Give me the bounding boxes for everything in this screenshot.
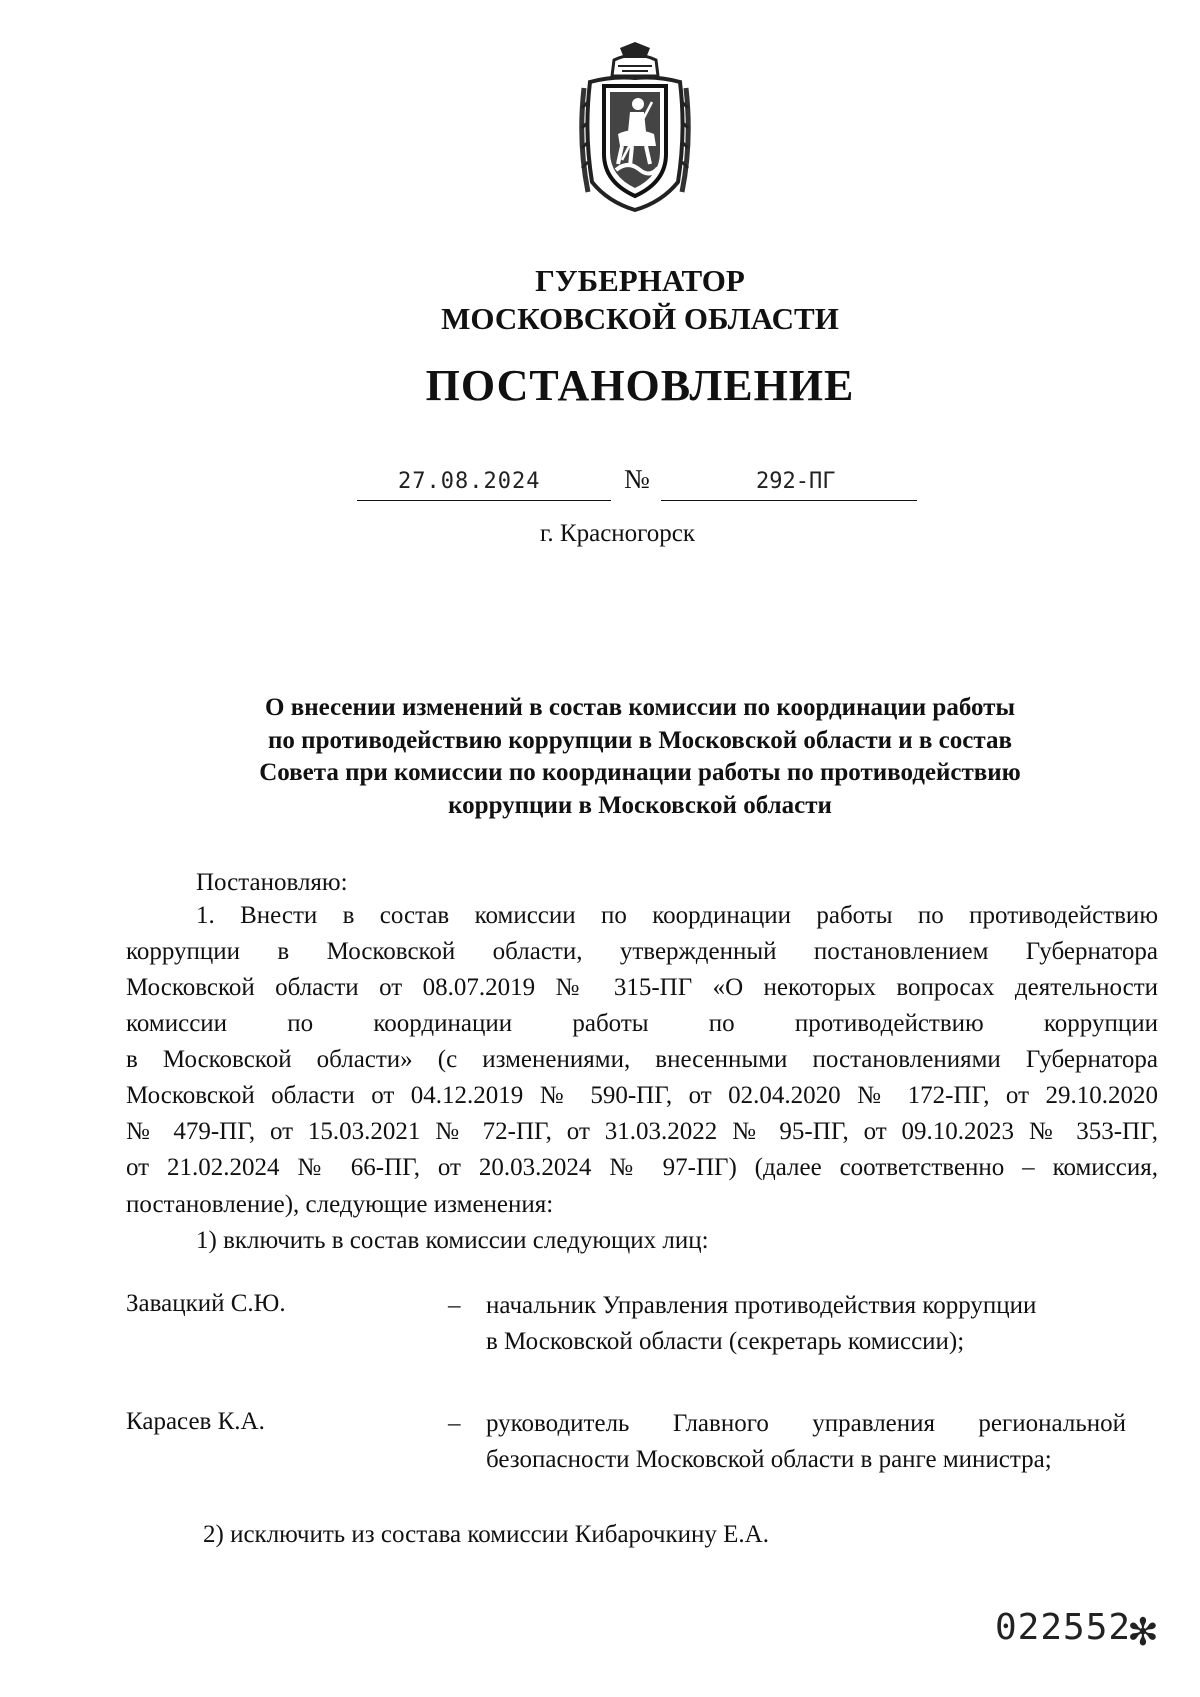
issuer-title: ГУБЕРНАТОР <box>535 263 745 298</box>
paragraph-line: 1. Внести в состав комиссии по координации работы по противодействию <box>196 902 1158 929</box>
title-line: по противодействию коррупции в Московской области и в состав <box>268 726 1012 754</box>
paragraph-line: коррупции в Московской области, утвержденный постановлением Губернатора <box>126 938 1158 965</box>
paragraph-line: Московской области от 08.07.2019 № 315-ПГ «О некоторых вопросах деятельности <box>126 974 1158 1001</box>
document-type: ПОСТАНОВЛЕНИЕ <box>425 361 855 410</box>
document-date: 27.08.2024 <box>398 469 541 494</box>
member-dash: – <box>448 1292 461 1319</box>
paragraph-line: в Московской области» (с изменениями, внесенными постановлениями Губернатора <box>126 1046 1158 1073</box>
member-name: Карасев К.А. <box>126 1408 265 1435</box>
paragraph-line: № 479-ПГ, от 15.03.2021 № 72-ПГ, от 31.03.2022 № 95-ПГ, от 09.10.2023 № 353-ПГ, <box>126 1118 1158 1145</box>
title-line: коррупции в Московской области <box>448 791 832 819</box>
decree-word: Постановляю: <box>196 869 348 896</box>
title-line: Совета при комиссии по координации работы по противодействию <box>259 759 1021 786</box>
member-position: начальник Управления противодействия коррупции <box>486 1292 1037 1319</box>
moscow-oblast-coat-of-arms-emblem <box>578 42 692 212</box>
title-line: О внесении изменений в состав комиссии по координации работы <box>265 694 1015 721</box>
member-name: Завацкий С.Ю. <box>126 1290 286 1317</box>
item-include: 1) включить в состав комиссии следующих лиц: <box>196 1227 709 1254</box>
document-number: 292-ПГ <box>756 469 836 494</box>
document-title <box>190 692 1090 822</box>
paragraph-line: постановление), следующие изменения: <box>126 1191 554 1218</box>
paragraph-line: комиссии по координации работы по противодействию коррупции <box>126 1010 1158 1037</box>
item-exclude: 2) исключить из состава комиссии Кибарочкину Е.А. <box>203 1521 769 1548</box>
place-of-issue: г. Красногорск <box>540 520 696 547</box>
member-position: в Московской области (секретарь комиссии); <box>486 1328 965 1355</box>
issuer-region: МОСКОВСКОЙ ОБЛАСТИ <box>441 301 839 336</box>
member-position: руководитель Главного управления региональной <box>486 1410 1126 1437</box>
paragraph-line: от 21.02.2024 № 66-ПГ, от 20.03.2024 № 97-ПГ) (далее соответственно – комиссия, <box>126 1154 1158 1181</box>
serial-number: 022552 <box>995 1607 1132 1648</box>
paragraph-line: Московской области от 04.12.2019 № 590-ПГ, от 02.04.2020 № 172-ПГ, от 29.10.2020 <box>126 1082 1158 1109</box>
member-position: безопасности Московской области в ранге министра; <box>486 1446 1052 1473</box>
member-dash: – <box>448 1410 461 1437</box>
number-sign: № <box>624 464 650 494</box>
asterisk-mark-icon: ✻ <box>1127 1612 1159 1654</box>
